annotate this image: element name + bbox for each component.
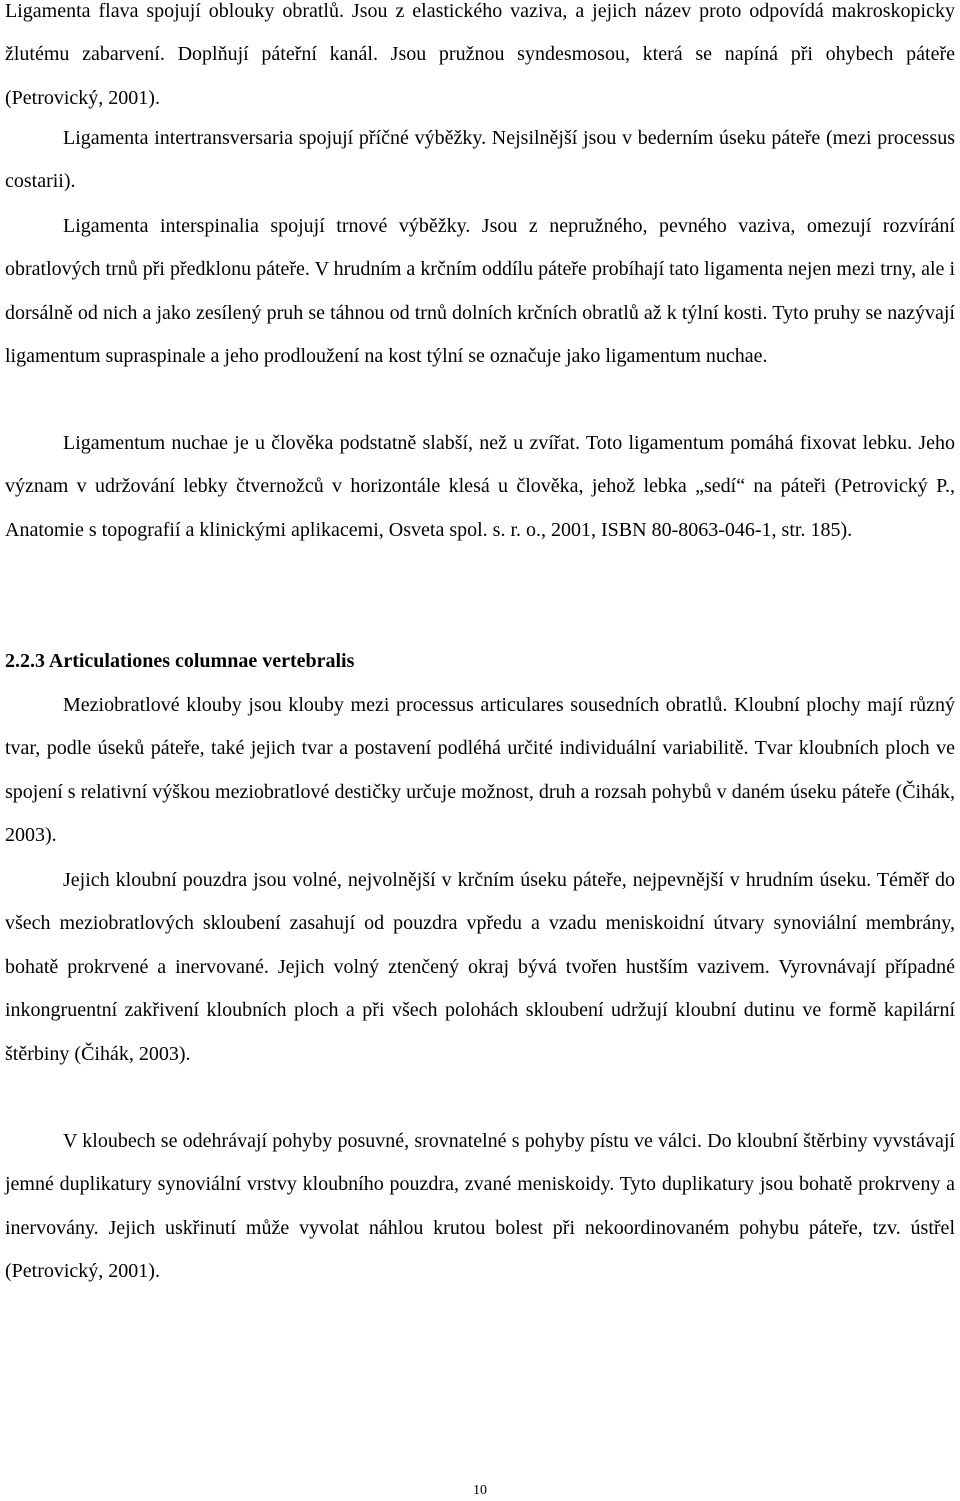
paragraph-kloubni-pouzdra: Jejich kloubní pouzdra jsou volné, nejvolnější v krčním úseku páteře, nejpevnější v hrudním úseku. Téměř do všech meziobratlových skloubení zasahují od pouzdra vpředu a vzadu meniskoidní útvary synoviální membrány, bohatě prokrvené a inervované. Jejich volný ztenčený okraj bývá tvořen hustším vazivem. Vyrovnávají případné inkongruentní zakřivení kloubních ploch a při všech polohách skloubení udržují kloubní dutinu ve formě kapilární štěrbiny (Čihák, 2003). [5,869,955,1065]
section-heading: 2.2.3 Articulationes columnae vertebralis [5,650,355,672]
paragraph-pohyby: V kloubech se odehrávají pohyby posuvné, srovnatelné s pohyby pístu ve válci. Do kloubní štěrbiny vyvstávají jemné duplikatury synoviální vrstvy kloubního pouzdra, zvané meniskoidy. Tyto duplikatury jsou bohatě prokrveny a inervovány. Jejich uskřinutí může vyvolat náhlou krutou bolest při nekoordinovaném pohybu páteře, tzv. ústřel (Petrovický, 2001). [5,1130,955,1283]
paragraph-ligamenta-intertransversaria: Ligamenta intertransversaria spojují příčné výběžky. Nejsilnější jsou v bederním úseku páteře (mezi processus costarii). [5,127,955,193]
page-number: 10 [473,1483,487,1498]
paragraph-ligamenta-flava: Ligamenta flava spojují oblouky obratlů. Jsou z elastického vaziva, a jejich název proto odpovídá makroskopicky žlutému zabarvení. Doplňují páteřní kanál. Jsou pružnou syndesmosou, která se napíná při ohybech páteře (Petrovický, 2001). [5,0,955,109]
paragraph-meziobratlove-klouby: Meziobratlové klouby jsou klouby mezi processus articulares sousedních obratlů. Kloubní plochy mají různý tvar, podle úseků páteře, také jejich tvar a postavení podléhá určité individuální variabilitě. Tvar kloubních ploch ve spojení s relativní výškou meziobratlové destičky určuje možnost, druh a rozsah pohybů v daném úseku páteře (Čihák, 2003). [5,694,955,847]
paragraph-ligamenta-interspinalia: Ligamenta interspinalia spojují trnové výběžky. Jsou z nepružného, pevného vaziva, omezují rozvírání obratlových trnů při předklonu páteře. V hrudním a krčním oddílu páteře probíhají tato ligamenta nejen mezi trny, ale i dorsálně od nich a jako zesílený pruh se táhnou od trnů dolních krčních obratlů až k týlní kosti. Tyto pruhy se nazývají ligamentum supraspinale a jeho prodloužení na kost týlní se označuje jako ligamentum nuchae. [5,215,955,368]
paragraph-ligamentum-nuchae: Ligamentum nuchae je u člověka podstatně slabší, než u zvířat. Toto ligamentum pomáhá fixovat lebku. Jeho význam v udržování lebky čtvernožců v horizontále klesá u člověka, jehož lebka „sedí“ na páteři (Petrovický P., Anatomie s topografií a klinickými aplikacemi, Osveta spol. s. r. o., 2001, ISBN 80-8063-046-1, str. 185). [5,432,955,541]
